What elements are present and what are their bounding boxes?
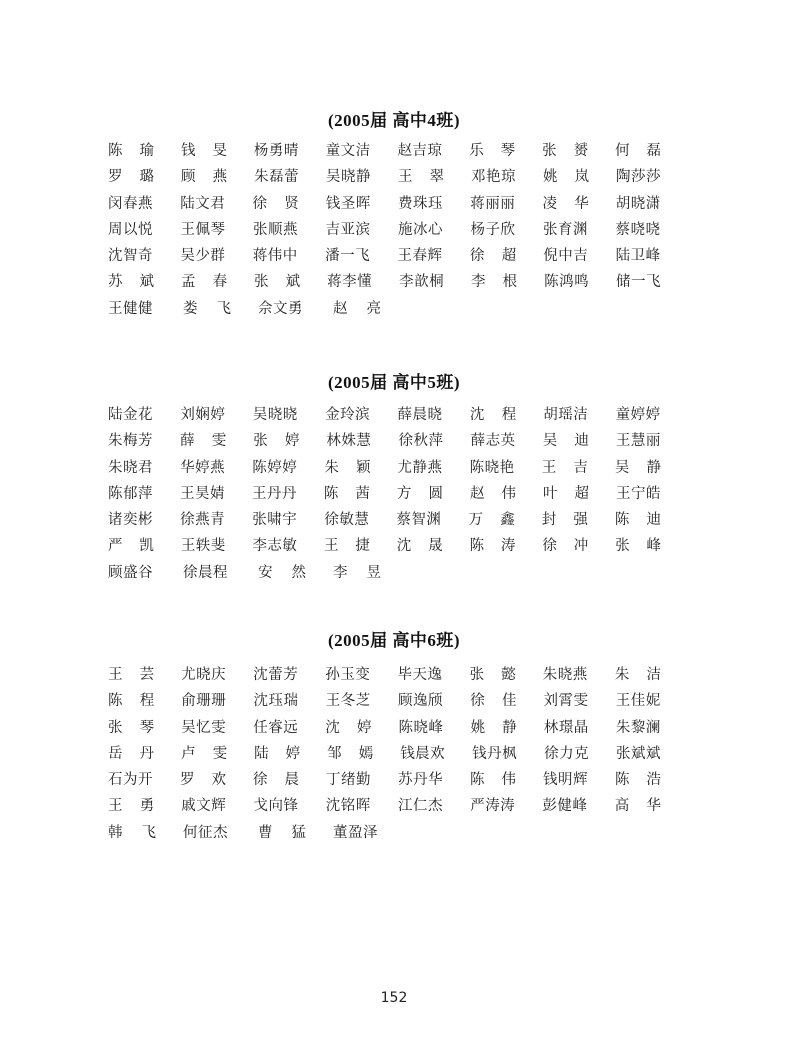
student-name: 赵吉琼 xyxy=(397,143,443,159)
student-name: 诸奕彬 xyxy=(108,512,153,529)
student-name: 陆文君 xyxy=(180,195,226,212)
student-name: 钱明辉 xyxy=(543,772,588,789)
student-name: 林姝慧 xyxy=(326,433,372,450)
student-name: 陆金花 xyxy=(108,407,153,423)
student-name: 徐 佳 xyxy=(470,693,517,710)
student-name: 王春辉 xyxy=(397,248,443,265)
student-name: 毕天逸 xyxy=(397,667,443,683)
student-name: 张啸宇 xyxy=(252,512,298,529)
student-name: 陈 伟 xyxy=(469,772,516,789)
name-row xyxy=(108,507,688,533)
student-name: 江仁杰 xyxy=(397,798,443,815)
student-name: 佘文勇 xyxy=(258,300,303,317)
student-name: 吴忆雯 xyxy=(181,719,227,736)
name-list xyxy=(108,662,688,846)
student-name: 华婷燕 xyxy=(180,459,226,476)
student-name: 高 华 xyxy=(614,798,661,815)
student-name: 徐敏慧 xyxy=(324,512,370,529)
student-name: 薛 雯 xyxy=(180,433,227,450)
student-name: 吴 迪 xyxy=(542,433,589,450)
student-name: 严 凯 xyxy=(108,538,154,555)
student-name: 朱晓君 xyxy=(108,459,153,476)
student-name: 施冰心 xyxy=(398,221,443,238)
student-name: 刘霄雯 xyxy=(543,693,589,710)
student-name: 王 吉 xyxy=(541,459,588,476)
student-name: 陈婷婷 xyxy=(252,459,298,476)
student-name: 苏 斌 xyxy=(108,274,155,291)
student-name: 陈 迪 xyxy=(614,512,662,529)
student-name: 丁绪勤 xyxy=(326,772,372,789)
name-row xyxy=(108,820,688,846)
student-name: 潘一飞 xyxy=(325,248,371,265)
student-name: 沈 程 xyxy=(469,407,517,423)
student-name: 王轶斐 xyxy=(180,538,226,555)
student-name: 罗 璐 xyxy=(108,169,155,186)
student-name: 徐力克 xyxy=(544,745,590,762)
student-name: 薛晨晓 xyxy=(397,407,443,423)
student-name: 陈晓艳 xyxy=(469,459,515,476)
name-row xyxy=(108,533,688,559)
student-name: 邓艳琼 xyxy=(471,169,517,186)
student-name: 陆 婷 xyxy=(254,745,301,762)
name-row xyxy=(108,164,688,190)
student-name: 李志敏 xyxy=(252,538,298,555)
student-name: 俞珊珊 xyxy=(181,693,227,710)
student-name: 张 斌 xyxy=(254,274,301,291)
student-name: 蒋李懂 xyxy=(327,274,373,291)
student-name: 刘娴婷 xyxy=(180,407,226,423)
student-name: 张 婷 xyxy=(253,433,300,450)
student-name: 陈鸿鸣 xyxy=(544,274,590,291)
student-name: 金玲滨 xyxy=(325,407,371,423)
student-name: 何征杰 xyxy=(183,824,228,841)
name-row xyxy=(108,767,688,793)
student-name: 邹 嫣 xyxy=(327,745,374,762)
student-name: 陶莎莎 xyxy=(616,169,662,186)
name-row xyxy=(108,793,688,819)
student-name: 王冬芝 xyxy=(325,693,371,710)
student-name: 童文洁 xyxy=(325,143,371,159)
student-name: 戈向锋 xyxy=(253,798,299,815)
student-name: 童婷婷 xyxy=(615,407,661,423)
student-name: 吴 静 xyxy=(614,459,662,476)
student-name: 张育渊 xyxy=(543,221,588,238)
student-name: 戚文辉 xyxy=(181,798,227,815)
student-name: 胡晓潇 xyxy=(615,195,661,212)
student-name: 徐 超 xyxy=(469,248,517,265)
student-name: 顾盛谷 xyxy=(108,564,153,581)
student-name: 薛志英 xyxy=(470,433,516,450)
student-name: 顾 燕 xyxy=(181,169,228,186)
name-row xyxy=(108,217,688,243)
name-row xyxy=(108,560,688,586)
student-name: 朱磊蕾 xyxy=(254,169,300,186)
student-name: 何 磊 xyxy=(615,143,662,159)
student-name: 朱晓燕 xyxy=(542,667,588,683)
student-name: 倪中吉 xyxy=(543,248,589,265)
student-name: 吴晓静 xyxy=(326,169,372,186)
student-name: 钱晨欢 xyxy=(400,745,446,762)
student-name: 韩 飞 xyxy=(108,824,156,841)
student-name: 陈 程 xyxy=(108,693,155,710)
student-name: 朱 洁 xyxy=(614,667,662,683)
name-row xyxy=(108,402,688,428)
student-name: 徐 贤 xyxy=(252,195,299,212)
student-name: 乐 琴 xyxy=(469,143,516,159)
student-name: 吉亚滨 xyxy=(325,221,371,238)
student-name: 赵 伟 xyxy=(469,485,516,502)
student-name: 张 峰 xyxy=(615,538,662,555)
student-name: 尤静燕 xyxy=(397,459,443,476)
student-name: 姚 静 xyxy=(470,719,517,736)
student-name: 彭健峰 xyxy=(542,798,588,815)
name-row xyxy=(108,428,688,454)
student-name: 沈珏瑞 xyxy=(253,693,299,710)
student-name: 林璟晶 xyxy=(543,719,589,736)
student-name: 王 芸 xyxy=(108,667,155,683)
student-name: 沈 晟 xyxy=(396,538,443,555)
name-row xyxy=(108,269,688,295)
student-name: 吴少群 xyxy=(180,248,226,265)
student-name: 王佳妮 xyxy=(615,693,661,710)
student-name: 徐 冲 xyxy=(542,538,589,555)
student-name: 徐晨程 xyxy=(183,564,228,581)
student-name: 钱圣晖 xyxy=(325,195,371,212)
student-name: 王丹丹 xyxy=(251,485,297,502)
student-name: 万 鑫 xyxy=(468,512,515,529)
student-name: 王 翠 xyxy=(398,169,445,186)
student-name: 娄 飞 xyxy=(183,300,231,317)
student-name: 安 然 xyxy=(258,564,306,581)
student-name: 赵 亮 xyxy=(333,300,381,317)
student-name: 吴晓晓 xyxy=(252,407,298,423)
name-row xyxy=(108,243,688,269)
student-name: 孙玉变 xyxy=(325,667,371,683)
student-name: 徐燕青 xyxy=(180,512,226,529)
student-name: 陆卫峰 xyxy=(615,248,661,265)
student-name: 沈智奇 xyxy=(108,248,153,265)
student-name: 岳 丹 xyxy=(108,745,155,762)
student-name: 方 圆 xyxy=(396,485,443,502)
student-name: 尤晓庆 xyxy=(181,667,227,683)
student-name: 杨勇晴 xyxy=(253,143,299,159)
student-name: 沈蕾芳 xyxy=(253,667,299,683)
student-name: 王昊婧 xyxy=(179,485,225,502)
student-name: 曹 猛 xyxy=(258,824,306,841)
name-row xyxy=(108,741,688,767)
student-name: 陈 涛 xyxy=(469,538,516,555)
student-name: 朱黎澜 xyxy=(615,719,661,736)
student-name: 储一飞 xyxy=(616,274,662,291)
student-name: 蒋丽丽 xyxy=(470,195,516,212)
name-row xyxy=(108,688,688,714)
student-name: 王宁皓 xyxy=(616,485,662,502)
student-name: 陈郁萍 xyxy=(108,485,153,502)
student-name: 胡瑶洁 xyxy=(543,407,589,423)
student-name: 陈 茜 xyxy=(323,485,370,502)
name-row xyxy=(108,662,688,688)
name-row xyxy=(108,191,688,217)
student-name: 蔡哓哓 xyxy=(615,221,661,238)
student-name: 叶 超 xyxy=(543,485,590,502)
student-name: 石为开 xyxy=(108,772,153,789)
section-title: (2005届 高中5班) xyxy=(327,373,461,392)
name-list xyxy=(108,138,688,322)
student-name: 董盈泽 xyxy=(333,824,378,841)
student-name: 闵春燕 xyxy=(108,195,153,212)
student-name: 凌 华 xyxy=(542,195,589,212)
student-name: 陈 浩 xyxy=(614,772,661,789)
student-name: 李歆桐 xyxy=(399,274,445,291)
student-name: 陈 瑜 xyxy=(108,143,154,159)
student-name: 苏丹华 xyxy=(398,772,443,789)
name-row xyxy=(108,455,688,481)
student-name: 王 捷 xyxy=(323,538,370,555)
student-name: 周以悦 xyxy=(108,221,153,238)
student-name: 王佩琴 xyxy=(180,221,226,238)
section-title: (2005届 高中6班) xyxy=(327,631,461,650)
name-row xyxy=(108,481,688,507)
student-name: 姚 岚 xyxy=(543,169,590,186)
student-name: 张 琴 xyxy=(108,719,155,736)
student-name: 罗 欢 xyxy=(179,772,226,789)
student-name: 卢 雯 xyxy=(181,745,228,762)
student-name: 陈晓峰 xyxy=(398,719,444,736)
name-row xyxy=(108,296,688,322)
student-name: 张斌斌 xyxy=(616,745,662,762)
student-name: 任睿远 xyxy=(253,719,299,736)
student-name: 严涛涛 xyxy=(470,798,516,815)
student-name: 沈铭晖 xyxy=(325,798,371,815)
student-name: 王慧丽 xyxy=(615,433,661,450)
student-name: 徐 晨 xyxy=(253,772,300,789)
student-name: 张顺燕 xyxy=(253,221,298,238)
name-row xyxy=(108,138,688,164)
student-name: 朱 颖 xyxy=(324,459,371,476)
student-name: 徐秋萍 xyxy=(398,433,444,450)
student-name: 张 懿 xyxy=(469,667,516,683)
student-name: 顾逸颀 xyxy=(397,693,443,710)
student-name: 钱丹枫 xyxy=(472,745,518,762)
section-title: (2005届 高中4班) xyxy=(327,111,461,130)
name-row xyxy=(108,715,688,741)
student-name: 蔡智渊 xyxy=(396,512,442,529)
student-name: 孟 春 xyxy=(181,274,228,291)
student-name: 朱梅芳 xyxy=(108,433,153,450)
student-name: 费珠珏 xyxy=(397,195,443,212)
student-name: 李 根 xyxy=(471,274,518,291)
page-number: 152 xyxy=(380,990,408,1006)
name-list xyxy=(108,402,688,586)
student-name: 蒋伟中 xyxy=(252,248,298,265)
student-name: 沈 婷 xyxy=(325,719,372,736)
student-name: 封 强 xyxy=(541,512,588,529)
student-name: 李 昱 xyxy=(333,564,381,581)
student-name: 王健健 xyxy=(108,300,153,317)
student-name: 钱 旻 xyxy=(180,143,227,159)
student-name: 张 赟 xyxy=(542,143,589,159)
student-name: 王 勇 xyxy=(108,798,155,815)
student-name: 杨子欣 xyxy=(470,221,516,238)
